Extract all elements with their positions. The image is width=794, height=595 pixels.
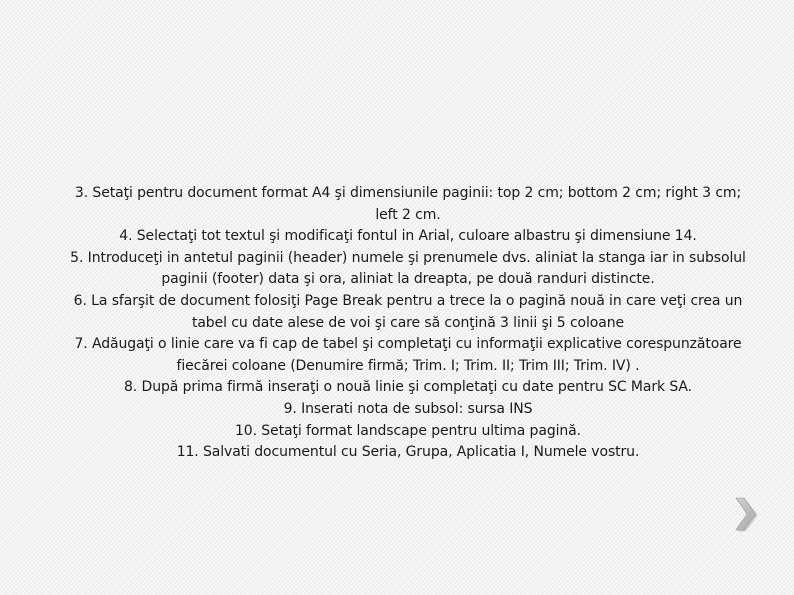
text-line: 5. Introduceţi in antetul paginii (header) numele şi prenumele dvs. aliniat la stanga iar in subsolul (70, 249, 746, 266)
next-slide-button[interactable] (730, 492, 760, 536)
chevron-right-icon (730, 492, 760, 536)
text-line: tabel cu date alese de voi şi care să conţină 3 linii şi 5 coloane (191, 314, 625, 331)
text-line: 9. Inserati nota de subsol: sursa INS (283, 400, 533, 417)
text-line: 10. Setaţi format landscape pentru ultima pagină. (234, 422, 582, 439)
text-line: left 2 cm. (375, 206, 441, 223)
text-line: 4. Selectaţi tot textul şi modificaţi fontul in Arial, culoare albastru şi dimensiune 14. (119, 228, 697, 245)
text-line: 11. Salvati documentul cu Seria, Grupa, Aplicatia I, Numele vostru. (176, 444, 640, 461)
instructions-text (48, 183, 768, 464)
text-line: 6. La sfarşit de document folosiţi Page Break pentru a trece la o pagină nouă in care veţi crea un (73, 292, 743, 309)
text-line: 7. Adăugaţi o linie care va fi cap de tabel şi completaţi cu informaţii explicative corespunzătoare (74, 336, 742, 353)
text-line: fiecărei coloane (Denumire firmă; Trim. I; Trim. II; Trim III; Trim. IV) . (176, 357, 640, 374)
text-line: paginii (footer) data şi ora, aliniat la dreapta, pe două randuri distincte. (161, 271, 655, 288)
text-line: 8. După prima firmă inseraţi o nouă linie şi completaţi cu date pentru SC Mark SA. (124, 379, 692, 396)
text-line: 3. Setaţi pentru document format A4 şi dimensiunile paginii: top 2 cm; bottom 2 cm; right 3 cm; (74, 185, 742, 201)
